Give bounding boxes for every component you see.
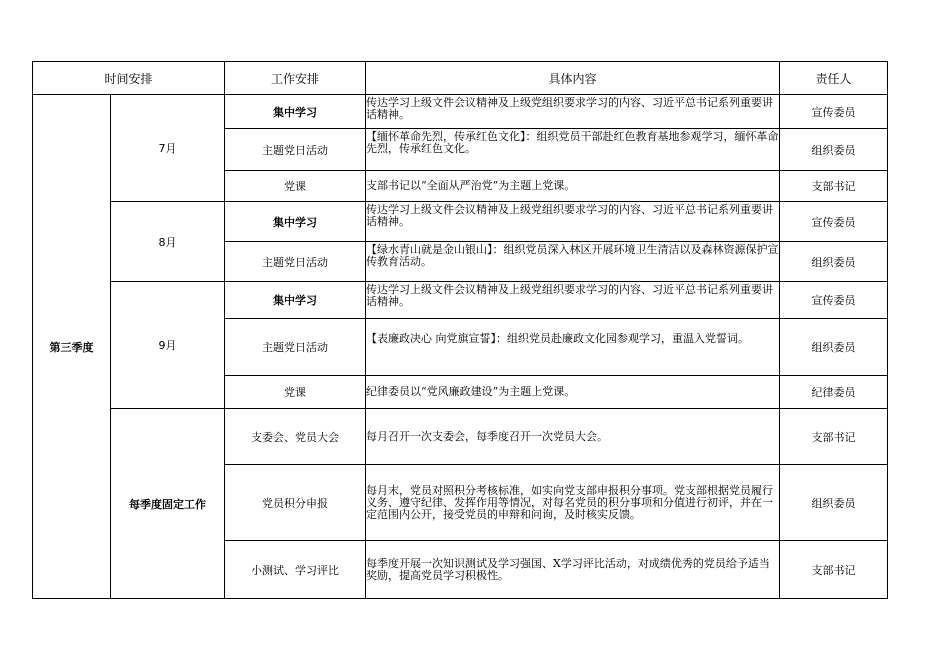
work-cell: 集中学习 xyxy=(225,282,366,319)
work-cell: 党课 xyxy=(225,171,366,202)
header-content: 具体内容 xyxy=(366,62,780,95)
header-owner: 责任人 xyxy=(780,62,888,95)
table-row xyxy=(33,282,888,319)
owner-cell: 纪律委员 xyxy=(780,376,888,409)
owner-cell: 组织委员 xyxy=(780,465,888,541)
work-cell: 集中学习 xyxy=(225,95,366,129)
content-cell: 每月召开一次支委会，每季度召开一次党员大会。 xyxy=(366,409,780,465)
work-cell: 小测试、学习评比 xyxy=(225,541,366,599)
table-row xyxy=(33,95,888,129)
work-cell: 主题党日活动 xyxy=(225,129,366,171)
header-time: 时间安排 xyxy=(33,62,225,95)
content-cell: 支部书记以“全面从严治党”为主题上党课。 xyxy=(366,171,780,202)
content-cell: 每季度开展一次知识测试及学习强国、X学习评比活动，对成绩优秀的党员给予适当奖励，提高党员学习积极性。 xyxy=(366,541,780,599)
owner-cell: 组织委员 xyxy=(780,129,888,171)
owner-cell: 宣传委员 xyxy=(780,282,888,319)
month-cell-july: 7月 xyxy=(111,95,225,202)
content-cell: 【缅怀革命先烈，传承红色文化】：组织党员干部赴红色教育基地参观学习，缅怀革命先烈，传承红色文化。 xyxy=(366,129,780,171)
header-row xyxy=(33,62,888,95)
quarter-cell: 第三季度 xyxy=(33,95,111,599)
work-cell: 主题党日活动 xyxy=(225,319,366,376)
month-cell-september: 9月 xyxy=(111,282,225,409)
owner-cell: 宣传委员 xyxy=(780,95,888,129)
owner-cell: 宣传委员 xyxy=(780,202,888,242)
content-cell: 传达学习上级文件会议精神及上级党组织要求学习的内容、习近平总书记系列重要讲话精神。 xyxy=(366,95,780,129)
work-cell: 支委会、党员大会 xyxy=(225,409,366,465)
content-cell: 每月末，党员对照积分考核标准，如实向党支部申报积分事项。党支部根据党员履行义务、遵守纪律、发挥作用等情况，对每名党员的积分事项和分值进行初评，并在一定范围内公开，接受党员的申辩和问询，及时核实反馈。 xyxy=(366,465,780,541)
work-cell: 集中学习 xyxy=(225,202,366,242)
owner-cell: 支部书记 xyxy=(780,171,888,202)
table-row xyxy=(33,202,888,242)
owner-cell: 支部书记 xyxy=(780,541,888,599)
work-cell: 党员积分申报 xyxy=(225,465,366,541)
work-cell: 党课 xyxy=(225,376,366,409)
content-cell: 【绿水青山就是金山银山】：组织党员深入林区开展环境卫生清洁以及森林资源保护宣传教育活动。 xyxy=(366,242,780,282)
content-cell: 传达学习上级文件会议精神及上级党组织要求学习的内容、习近平总书记系列重要讲话精神。 xyxy=(366,202,780,242)
content-cell: 传达学习上级文件会议精神及上级党组织要求学习的内容、习近平总书记系列重要讲话精神。 xyxy=(366,282,780,319)
month-cell-august: 8月 xyxy=(111,202,225,282)
table-row xyxy=(33,409,888,465)
owner-cell: 支部书记 xyxy=(780,409,888,465)
owner-cell: 组织委员 xyxy=(780,319,888,376)
fixed-work-cell: 每季度固定工作 xyxy=(111,409,225,599)
owner-cell: 组织委员 xyxy=(780,242,888,282)
header-work: 工作安排 xyxy=(225,62,366,95)
content-cell: 纪律委员以“党风廉政建设”为主题上党课。 xyxy=(366,376,780,409)
work-cell: 主题党日活动 xyxy=(225,242,366,282)
content-cell: 【表廉政决心 向党旗宣誓】：组织党员赴廉政文化园参观学习，重温入党誓词。 xyxy=(366,319,780,376)
work-schedule-table xyxy=(32,61,888,599)
